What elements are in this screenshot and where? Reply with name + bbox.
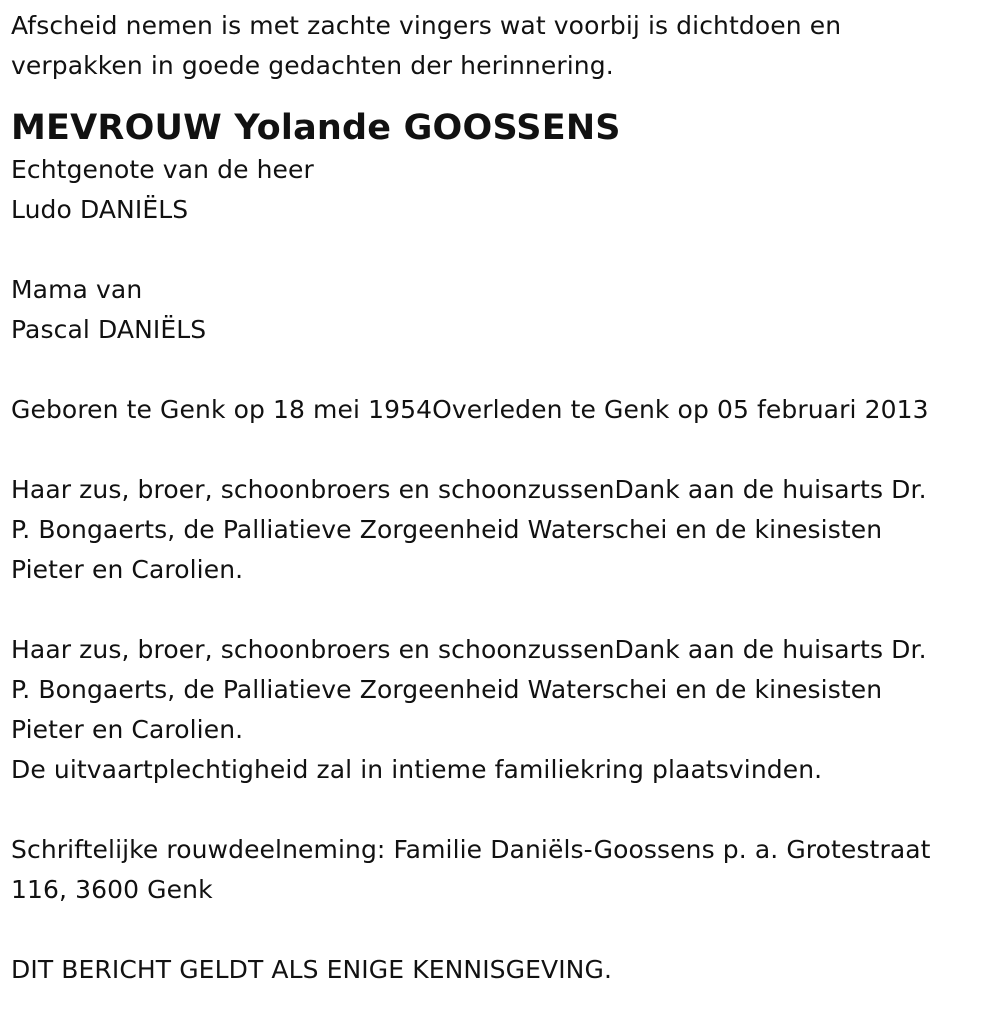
thanks-1-line-3: Pieter en Carolien. [11, 555, 244, 584]
intro-line-1: Afscheid nemen is met zachte vingers wat voorbij is dichtdoen en [11, 11, 842, 40]
spouse-label: Echtgenote van de heer [11, 155, 314, 184]
thanks-block-2 [11, 630, 990, 790]
condolences-line-1: Schriftelijke rouwdeelneming: Familie Daniëls-Goossens p. a. Grotestraat [11, 835, 931, 864]
thanks-1-line-2: P. Bongaerts, de Palliatieve Zorgeenheid Waterschei en de kinesisten [11, 515, 883, 544]
thanks-2-line-3: Pieter en Carolien. [11, 715, 244, 744]
spacer [11, 590, 990, 630]
birth-death-dates: Geboren te Genk op 18 mei 1954Overleden te Genk op 05 februari 2013 [11, 395, 929, 424]
spacer [11, 230, 990, 270]
condolences-line-2: 116, 3600 Genk [11, 875, 213, 904]
notice-text: DIT BERICHT GELDT ALS ENIGE KENNISGEVING. [11, 955, 612, 984]
condolences-block [11, 830, 990, 910]
spouse-name: Ludo DANIËLS [11, 195, 189, 224]
intro-quote [11, 6, 986, 86]
children-name: Pascal DANIËLS [11, 315, 207, 344]
children-block [11, 270, 990, 350]
spacer [11, 910, 990, 950]
thanks-2-line-1: Haar zus, broer, schoonbroers en schoonzussenDank aan de huisarts Dr. [11, 635, 927, 664]
spacer [11, 350, 990, 390]
thanks-1-line-1: Haar zus, broer, schoonbroers en schoonzussenDank aan de huisarts Dr. [11, 475, 927, 504]
spacer [11, 430, 990, 470]
deceased-name: MEVROUW Yolande GOOSSENS [11, 108, 621, 148]
thanks-block-1 [11, 470, 990, 590]
spouse-block [11, 150, 990, 230]
intro-line-2: verpakken in goede gedachten der herinnering. [11, 51, 614, 80]
children-label: Mama van [11, 275, 143, 304]
funeral-note: De uitvaartplechtigheid zal in intieme familiekring plaatsvinden. [11, 755, 823, 784]
spacer [11, 790, 990, 830]
thanks-2-line-2: P. Bongaerts, de Palliatieve Zorgeenheid Waterschei en de kinesisten [11, 675, 883, 704]
